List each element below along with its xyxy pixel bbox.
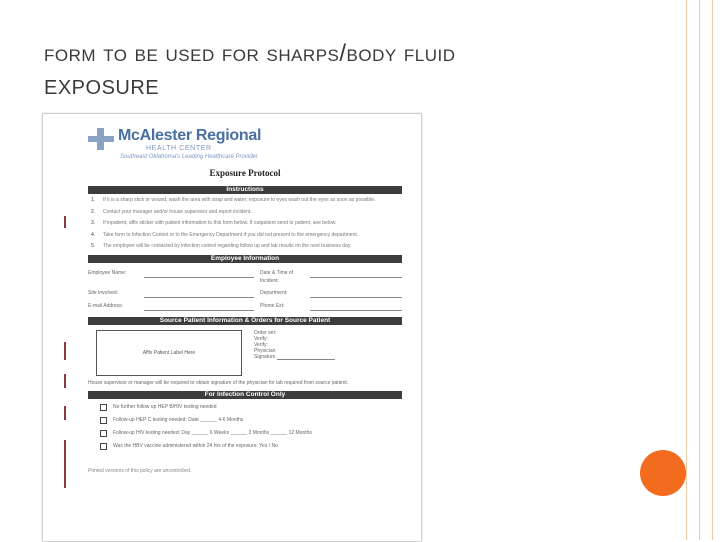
orders-line: Order set: [254,329,277,336]
frame-line-mid [699,0,700,540]
form-footer: Printed versions of this policy are uncontrolled. [88,467,192,474]
email-field[interactable] [144,302,254,311]
department-field[interactable] [310,289,402,298]
source-patient-area [88,330,402,376]
field-label: E-mail Address: [88,302,124,309]
logo-tagline: Southeast Oklahoma's Leading Healthcare Provider [120,154,258,160]
frame-line-left [686,0,687,540]
form-heading: Exposure Protocol [209,168,281,178]
margin-mark [64,374,66,388]
slide-title-line-1: form to be used for sharps/body fluid [44,40,456,67]
supervisor-note: House supervisor or manager will be required to obtain signature of the physician for lab required from source patient. [88,379,349,386]
cross-logo-icon [88,128,114,150]
instruction-item: 5. The employee will be contacted by infection control regarding follow up and lab results on the next business day. [91,243,352,249]
frame-line-right [712,0,713,540]
checkbox[interactable] [100,404,107,411]
orders-line: Verify: [254,335,268,342]
checklist-item: Was the HBV vaccine administered within 24 hrs of the exposure: Yes / No [88,443,402,450]
exposure-form [88,128,402,474]
orders-line: Physician [254,347,276,354]
logo [88,128,402,162]
signature-row: Signature [254,354,335,360]
section-infection-control: For Infection Control Only [88,391,402,399]
margin-mark [64,342,66,360]
employee-fields [88,269,402,311]
section-employee-information: Employee Information [88,255,402,263]
field-label: Department: [260,289,288,296]
orders-line: Verify: [254,341,268,348]
instruction-item: 3. If inpatient, affix sticker with patient information to this form below. If outpatient send to patient, see below. [91,220,337,226]
signature-field[interactable] [277,355,335,360]
instructions-list [88,197,402,250]
checklist-item: Follow-up HIV testing needed: Day ______ 6 Weeks ______ 3 Months ______ 12 Months [88,430,402,437]
phone-ext-field[interactable] [310,302,402,311]
logo-brand: McAlester Regional [118,127,262,144]
patient-label-box[interactable]: Affix Patient Label Here [96,330,242,376]
slide-title [44,40,644,100]
checkbox[interactable] [100,443,107,450]
field-label: Employee Name: [88,269,127,276]
field-label: Site Involved: [88,289,119,296]
checklist-item: No further follow up HEP B/HIV testing needed [88,404,402,411]
orders-block [254,330,335,376]
orange-accent-circle [640,450,686,496]
incident-datetime-field[interactable] [310,269,402,278]
field-label: Phone Ext: [260,302,285,309]
section-instructions: Instructions [88,186,402,194]
site-involved-field[interactable] [144,289,254,298]
employee-name-field[interactable] [144,269,254,278]
field-label: Date & Time of Incident: [260,269,294,284]
instruction-item: 4. Take form to Infection Control or to the Emergency Department if you did not present to the emergency department. [91,231,359,238]
slide-title-line-2: EXPOSURE [44,77,160,99]
instruction-item: 2. Contact your manager and/or house supervisor and report incident. [91,208,252,215]
margin-mark [64,440,66,488]
margin-mark [64,406,66,420]
margin-mark [64,216,66,228]
instruction-item: 1. If it is a sharp stick or wound, wash the area with soap and water; exposure to eyes wash out the eyes as soon as possible. [91,197,376,203]
checkbox[interactable] [100,430,107,437]
checklist-item: Follow-up HEP C testing needed: Date ______ 4-6 Months [88,417,402,424]
infection-control-checklist [88,404,402,450]
section-source-patient: Source Patient Information & Orders for Source Patient [88,317,402,325]
checkbox[interactable] [100,417,107,424]
logo-subtitle: HEALTH CENTER [146,145,212,152]
